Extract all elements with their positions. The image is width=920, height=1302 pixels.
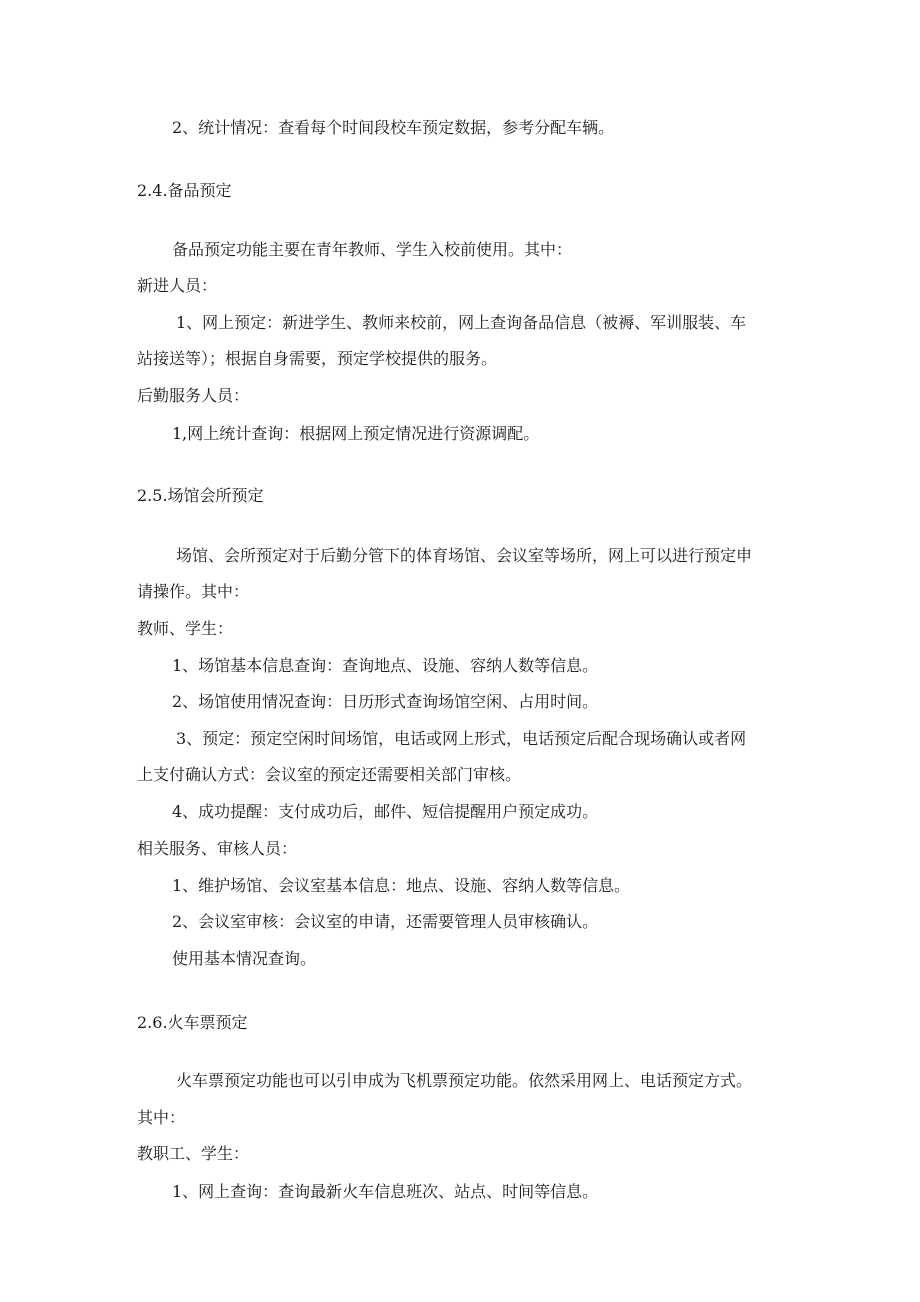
- paragraph-line: 场馆、会所预定对于后勤分管下的体育场馆、会议室等场所，网上可以进行预定申: [176, 546, 753, 565]
- paragraph-line: 1、网上查询：查询最新火车信息班次、站点、时间等信息。: [172, 1182, 599, 1201]
- paragraph-line: 火车票预定功能也可以引申成为飞机票预定功能。依然采用网上、电话预定方式。: [176, 1071, 753, 1090]
- paragraph-line: 2、统计情况：查看每个时间段校车预定数据，参考分配车辆。: [172, 118, 615, 137]
- paragraph-line: 1、场馆基本信息查询：查询地点、设施、容纳人数等信息。: [172, 656, 599, 675]
- paragraph-line: 站接送等）；根据自身需要，预定学校提供的服务。: [137, 349, 498, 368]
- paragraph-line: 上支付确认方式：会议室的预定还需要相关部门审核。: [137, 765, 522, 784]
- paragraph-line: 教职工、学生：: [137, 1144, 250, 1163]
- paragraph-line: 请操作。其中：: [137, 582, 250, 601]
- paragraph-line: 其中：: [137, 1108, 186, 1127]
- section-heading: 2.5.场馆会所预定: [137, 486, 264, 505]
- paragraph-line: 后勤服务人员：: [137, 386, 250, 405]
- paragraph-line: 1,网上统计查询：根据网上预定情况进行资源调配。: [172, 424, 540, 443]
- paragraph-line: 2、会议室审核：会议室的申请，还需要管理人员审核确认。: [172, 912, 599, 931]
- section-heading: 2.6.火车票预定: [137, 1013, 248, 1032]
- paragraph-line: 2、场馆使用情况查询：日历形式查询场馆空闲、占用时间。: [172, 692, 599, 711]
- paragraph-line: 教师、学生：: [137, 619, 234, 638]
- paragraph-line: 备品预定功能主要在青年教师、学生入校前使用。其中：: [172, 240, 573, 259]
- paragraph-line: 相关服务、审核人员：: [137, 839, 298, 858]
- paragraph-line: 1、维护场馆、会议室基本信息：地点、设施、容纳人数等信息。: [172, 876, 631, 895]
- paragraph-line: 新进人员：: [137, 276, 218, 295]
- paragraph-line: 使用基本情况查询。: [172, 949, 317, 968]
- paragraph-line: 4、成功提醒：支付成功后，邮件、短信提醒用户预定成功。: [172, 802, 599, 821]
- paragraph-line: 3、预定：预定空闲时间场馆，电话或网上形式，电话预定后配合现场确认或者网: [176, 729, 747, 748]
- section-heading: 2.4.备品预定: [137, 181, 232, 200]
- paragraph-line: 1、网上预定：新进学生、教师来校前，网上查询备品信息（被褥、军训服装、车: [176, 313, 747, 332]
